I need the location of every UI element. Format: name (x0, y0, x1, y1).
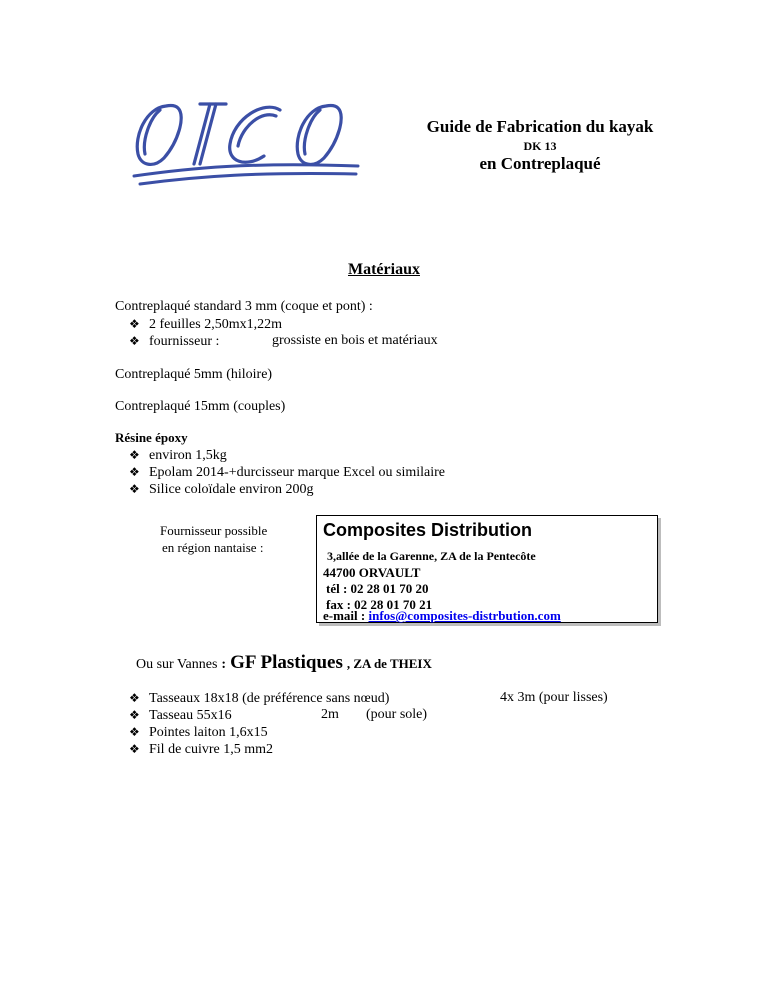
resin-item-quantity: environ 1,5kg (149, 448, 227, 463)
supplier-label-line2: en région nantaise : (162, 540, 264, 555)
list-item (129, 332, 219, 351)
wood-item-batten-55-use: (pour sole) (366, 707, 428, 722)
oico-logo (130, 96, 362, 192)
kayak-material: en Contreplaqué (479, 154, 601, 173)
wood-item-battens-18-qty: 4x 3m (pour lisses) (500, 690, 608, 705)
supplier-box (316, 515, 658, 623)
list-item (129, 480, 313, 499)
resin-item-brand: Epolam 2014-+durcisseur marque Excel ou similaire (149, 465, 445, 480)
wood-item-battens-18: Tasseaux 18x18 (de préférence sans nœud) (149, 691, 390, 706)
plywood-5mm: Contreplaqué 5mm (hiloire) (115, 367, 273, 382)
plywood-standard-title: Contreplaqué standard 3 mm (coque et pont) : (115, 299, 373, 314)
resin-title: Résine époxy (115, 430, 188, 445)
supplier-label-line1: Fournisseur possible (160, 523, 268, 538)
wood-item-brass-nails: Pointes laiton 1,6x15 (149, 725, 268, 740)
vannes-suffix: , ZA de THEIX (346, 656, 432, 671)
supplier-address: 3,allée de la Garenne, ZA de la Pentecôte (327, 549, 536, 563)
supplier-email-label: e-mail : (323, 608, 366, 623)
vannes-supplier-name: GF Plastiques (230, 652, 343, 673)
plywood-item-sheets: 2 feuilles 2,50mx1,22m (149, 317, 282, 332)
supplier-email-link[interactable]: infos@composites-distrbution.com (368, 608, 561, 623)
wood-item-copper-wire: Fil de cuivre 1,5 mm2 (149, 742, 274, 757)
diamond-bullet-icon: ❖ (129, 708, 140, 722)
supplier-city: 44700 ORVAULT (323, 565, 421, 580)
wood-item-batten-55: Tasseau 55x16 (149, 708, 232, 723)
resin-item-silica: Silice coloïdale environ 200g (149, 482, 314, 497)
diamond-bullet-icon: ❖ (129, 725, 140, 739)
diamond-bullet-icon: ❖ (129, 742, 140, 756)
list-item (129, 740, 273, 759)
vannes-colon: : (221, 657, 227, 672)
vannes-prefix: Ou sur Vannes (136, 657, 218, 672)
plywood-item-supplier-value: grossiste en bois et matériaux (272, 333, 438, 348)
diamond-bullet-icon: ❖ (129, 448, 140, 462)
wood-item-batten-55-qty: 2m (321, 707, 339, 722)
diamond-bullet-icon: ❖ (129, 465, 140, 479)
kayak-model: DK 13 (523, 139, 557, 153)
plywood-15mm: Contreplaqué 15mm (couples) (115, 399, 286, 414)
document-title: Guide de Fabrication du kayak (426, 117, 654, 136)
vannes-line (136, 652, 432, 674)
supplier-fax: fax : 02 28 01 70 21 (326, 597, 433, 612)
diamond-bullet-icon: ❖ (129, 334, 140, 348)
supplier-name: Composites Distribution (323, 520, 533, 540)
supplier-tel: tél : 02 28 01 70 20 (326, 581, 429, 596)
plywood-item-supplier-label: fournisseur : (149, 334, 220, 349)
section-title-materials: Matériaux (348, 261, 420, 278)
diamond-bullet-icon: ❖ (129, 317, 140, 331)
diamond-bullet-icon: ❖ (129, 691, 140, 705)
diamond-bullet-icon: ❖ (129, 482, 140, 496)
supplier-email-line (323, 608, 561, 624)
